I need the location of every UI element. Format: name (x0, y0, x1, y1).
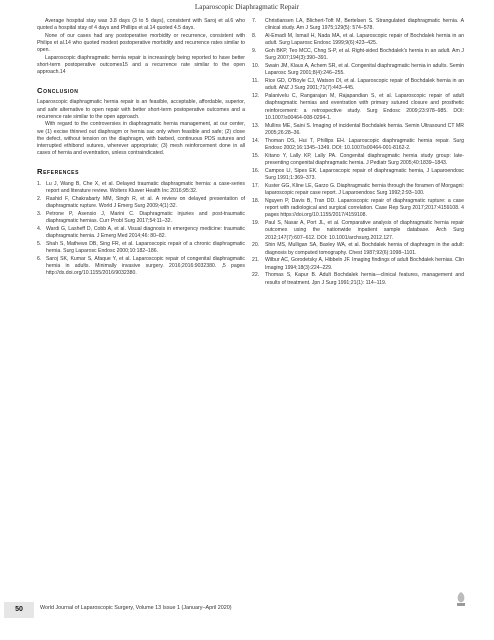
reference-item (37, 211, 245, 226)
reference-number: 9. (252, 48, 257, 55)
reference-number: 4. (37, 225, 42, 232)
conclusion-paragraph-1: Laparoscopic diaphragmatic hernia repair is an feasible, acceptable, affordable, superior, and safe alternative to open repair with better short-term postoperative outcomes and a recurrence rate similar to the open approach. (37, 99, 245, 120)
reference-number: 22. (252, 272, 260, 279)
reference-list-left (37, 181, 245, 278)
reference-text: Lu J, Wang B, Che X, et al. Delayed traumatic diaphragmatic hernia: a case-series report and literature review. Wolters Kluwer Health Inc 2016;95:32. (46, 180, 245, 194)
reference-number: 5. (37, 240, 42, 247)
reference-number: 7. (252, 18, 257, 24)
reference-item (37, 196, 245, 211)
reference-text: Goh BKP, Teo MCC, Chng S-P, et al. Right-sided Bochdalek's hernia in an adult. Am J Surg 2007;194(3):390–391. (265, 48, 464, 62)
reference-number: 11. (252, 78, 259, 85)
reference-number: 8. (252, 33, 257, 40)
discussion-paragraph-3: Laparoscopic diaphragmatic hernia repair is increasingly being reported to have better short-term postoperative outcomes15 and a recurrence rate similar to the open approach.14 (37, 54, 245, 76)
reference-item (252, 257, 464, 272)
reference-text: Rice GD, O'Boyle CJ, Watson DI, et al. Laparoscopic repair of Bochdalek hernia in an adult. ANZ J Surg 2001;71(7):443–445. (265, 78, 464, 92)
reference-text: Paul S, Nasar A, Port JL, et al. Comparative analysis of diaphragmatic hernia repair outcomes using the nationwide inpatient sample database. Arch Surg 2012;147(7):607–612. DOI: 10.1001/archsurg.2012.127. (265, 220, 464, 241)
reference-text: Al-Emadi M, Ismail H, Nada MA, et al. Laparoscopic repair of Bochdalek hernia in an adult. Surg Laparosc Endosc 1999;9(6):423–425. (265, 33, 464, 47)
reference-item (252, 153, 464, 168)
journal-citation: World Journal of Laparoscopic Surgery, Volume 13 Issue 1 (January–April 2020) (40, 605, 232, 611)
reference-item (252, 63, 464, 78)
reference-number: 18. (252, 197, 260, 204)
reference-number: 15. (252, 152, 260, 159)
reference-number: 19. (252, 220, 260, 227)
reference-number: 13. (252, 122, 260, 129)
left-column (37, 18, 245, 278)
reference-item (252, 33, 464, 48)
page-footer (0, 591, 494, 619)
reference-number: 2. (37, 195, 42, 202)
reference-item (252, 168, 464, 183)
reference-text: Wilbur AC, Gorodetsky A, Hibbeln JF. Imaging findings of adult Bochdalek hernias. Clin Imaging 1994;18(3):224–229. (265, 257, 464, 271)
discussion-paragraph-1: Average hospital stay was 3.8 days (3 to 5 days), consistent with Saroj et al.6 who quoted a hospital stay of 4 days and Phillips et al.14 quoted 4.5 days. (37, 18, 245, 32)
reference-number: 10. (252, 63, 260, 70)
reference-text: Campos LI, Sipes EK. Laparoscopic repair of diaphragmatic hernia, J Laparoendosc Surg 1991;1:369–373. (265, 167, 464, 182)
reference-number: 1. (37, 180, 42, 187)
reference-item (37, 226, 245, 241)
conclusion-heading: Conclusion (37, 85, 79, 95)
right-column (252, 18, 464, 288)
reference-text: Christiansen LA, Blichert-Toft M, Bertelsen S. Strangulated diaphragmatic hernia. A clinical study. Am J Surg 1975;129(5): 574–578. (265, 18, 464, 32)
discussion-paragraph-2: None of our cases had any postoperative morbidity or recurrence, consistent with Philips et al.14 who quoted modest postoperative morbidity and recurrence rates similar to open. (37, 32, 245, 54)
reference-item (252, 48, 464, 63)
running-head: Laparoscopic Diaphragmatic Repair (194, 3, 300, 11)
reference-number: 21. (252, 257, 260, 264)
reference-text: Swain JM, Klaus A, Achem SR, et al. Congenital diaphragmatic hernia in adults. Semin Laparosc Surg 2001;8(4):246–255. (265, 63, 464, 77)
reference-text: Shah S, Mathews DB, Sing FR, et al. Laparoscopic repair of a chronic diaphragmatic hernia. Surg Laparosc Endosc 2000;10:182–186. (46, 240, 245, 254)
reference-text: Petrone P, Asensio J, Marini C. Diaphragmatic injuries and post-traumatic diaphragmatic hernias. Curr Probl Surg 2017;54:11–32. (46, 210, 245, 224)
reference-text: Thomas S, Kapur B. Adult Bochdalek hernia—clinical features, management and results of treatment. Jpn J Surg 1991;21(1): 114–119. (265, 272, 464, 286)
reference-text: Mullins ME, Saini S. Imaging of incidental Bochdalek hernia. Semin Ultrasound CT MR 2005;26:28–36. (265, 122, 464, 137)
reference-item (37, 241, 245, 256)
reference-number: 20. (252, 242, 260, 249)
reference-number: 12. (252, 93, 260, 100)
reference-list-right (252, 18, 464, 287)
reference-item (252, 242, 464, 257)
reference-text: Kuster GG, Kline LE, Garzo G. Diaphragmatic hernia through the foramen of Morgagni: laparoscopic repair case report. J Laparoendosc Surg 1992;2:93–100. (265, 182, 464, 197)
conclusion-paragraph-2: With regard to the controversies in diaphragmatic hernia management, at our center, we (1) excise thinned out diaphragm or hernia sac only when feasible and safe; (2) close the defect, without tension on the diaphragm, with barbed, continuous PDS sutures and interrupted ethibond sutures, wherever appropriate; (3) mesh reinforcement done in all cases of hernia and eventration, unless contraindicated. (37, 121, 245, 157)
reference-text: Nguyen P, Davis B, Tran DD. Laparoscopic repair of diaphragmatic rupture: a case report with radiological and surgical correlation. Case Rep Surg 2017;2017:4159108. 4 pages https://doi.org/10.1155/2017/4159108. (265, 197, 464, 219)
reference-text: Wardi G, Lasheff D, Cobb A, et al. Visual diagnosis in emergency medicine: traumatic diaphragmatic hernia. J Emerg Med 2014;46: 80–82. (46, 225, 245, 239)
reference-item (252, 220, 464, 242)
reference-text: Thoman DS, Hui T, Phillips EH. Laparoscopic diaphragmatic hernia repair. Surg Endosc 2002;16:1345–1349. DOI: 10.1007/s00464-001-8162-2. (265, 137, 464, 152)
publisher-logo-icon (454, 591, 468, 607)
reference-item (252, 198, 464, 220)
reference-item (252, 272, 464, 287)
reference-text: Kitano Y, Lally KP, Lally PA. Congenital diaphragmatic hernia study group: late-presenting congenital diaphragmatic hernia. J Pediatr Surg 2005;40:1839–1843. (265, 152, 464, 167)
reference-item (37, 181, 245, 196)
reference-item (252, 183, 464, 198)
reference-number: 16. (252, 167, 260, 174)
references-heading: References (37, 166, 80, 176)
reference-item (252, 78, 464, 93)
reference-number: 6. (37, 255, 42, 262)
reference-item (37, 256, 245, 278)
reference-number: 14. (252, 137, 260, 144)
reference-text: Saroj SK, Kumar S, Afaque Y, et al. Laparoscopic repair of congenital diaphragmatic hernia in adults. Minimally invasive surgery. 2016;2016:9032380. ,5 pages http://dx.doi.org/10.1155/2016/9032380. (46, 255, 245, 277)
reference-item (252, 93, 464, 122)
page-number: 50 (4, 602, 34, 618)
reference-number: 17. (252, 182, 260, 189)
reference-item (252, 138, 464, 153)
reference-text: Rashid F, Chakrabarty MM, Singh R, et al. A review on delayed presentation of diaphragmatic rupture. World J Emerg Surg 2009;4(1):32. (46, 195, 245, 209)
reference-number: 3. (37, 210, 42, 217)
reference-text: Palanivelu C, Rangarajan M, Rajapandian S, et al. Laparoscopic repair of adult diaphragmatic hernias and eventration with primary sutured closure and prosthetic reinforcement: a retrospective study. Surg Endosc 2009;23:978–985. DOI: 10.1007/s00464-008-0294-1. (265, 93, 464, 122)
reference-text: Shin MS, Mulligan SA, Baxley WA, et al. Bochdalek hernia of diaphragm in the adult: diagnosis by computed tomography. Chest 1987;92(6):1098–1101. (265, 242, 464, 256)
reference-item (252, 123, 464, 138)
reference-item (252, 18, 464, 33)
